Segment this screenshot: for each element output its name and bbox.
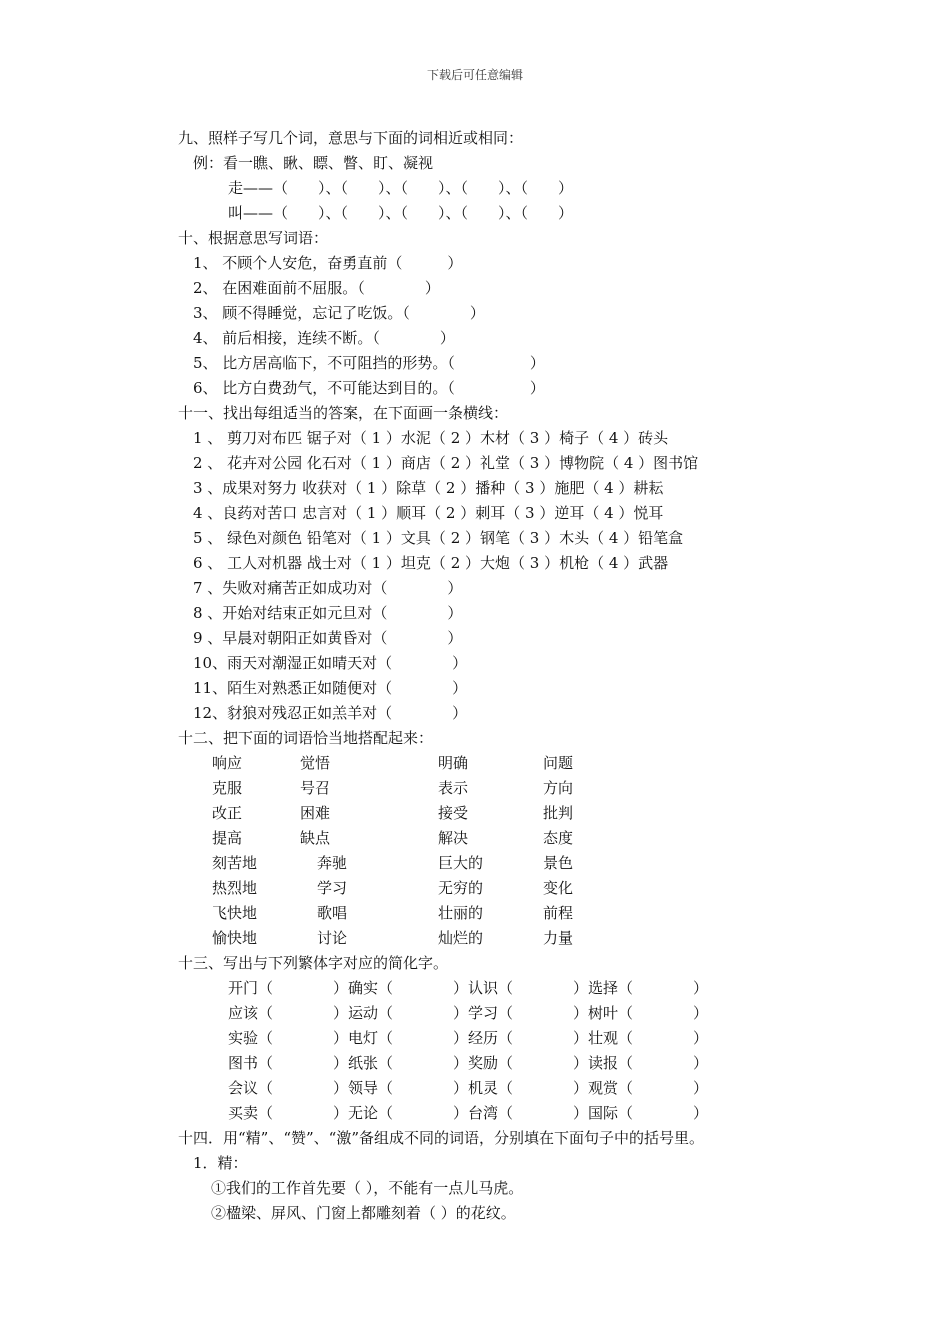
section-11-item: 7 、失败对痛苦正如成功对（ ） [193,579,463,597]
match-row [178,901,878,926]
section-11-item: 4 、良药对苦口 忠言对（ 1 ）顺耳（ 2 ）刺耳（ 3 ）逆耳（ 4 ）悦耳 [193,504,664,522]
section-11-item: 12、豺狼对残忍正如羔羊对（ ） [193,704,468,722]
match-word: 讨论 [317,929,348,947]
section-14-title: 十四．用“精”、“赞”、“激”备组成不同的词语，分别填在下面句子中的括号里。 [178,1129,705,1147]
match-word: 学习 [317,879,348,897]
match-row [178,876,878,901]
section-13-row: 实验（ ）电灯（ ）经历（ ）壮观（ ） [228,1029,709,1047]
section-13-row: 开门（ ）确实（ ）认识（ ）选择（ ） [228,979,709,997]
match-word: 方向 [543,779,574,797]
match-word: 态度 [543,829,574,847]
section-11-item: 9 、早晨对朝阳正如黄昏对（ ） [193,629,463,647]
match-word: 奔驰 [317,854,348,872]
match-word: 景色 [543,854,574,872]
section-13-row: 图书（ ）纸张（ ）奖励（ ）读报（ ） [228,1054,709,1072]
section-9-example: 例：看一瞧、瞅、瞟、瞥、盯、凝视 [193,154,434,172]
section-11-item: 8 、开始对结束正如元旦对（ ） [193,604,463,622]
match-word: 前程 [543,904,574,922]
section-13-title: 十三、写出与下列繁体字对应的简化字。 [178,954,449,972]
section-13-row: 会议（ ）领导（ ）机灵（ ）观赏（ ） [228,1079,709,1097]
match-word: 刻苦地 [212,854,258,872]
section-9-title: 九、照样子写几个词，意思与下面的词相近或相同： [178,129,524,147]
section-11-item: 1 、 剪刀对布匹 锯子对（ 1 ）水泥（ 2 ）木材（ 3 ）椅子（ 4 ）砖头 [193,429,669,447]
match-word: 批判 [543,804,574,822]
section-11-item: 3 、成果对努力 收获对（ 1 ）除草（ 2 ）播种（ 3 ）施肥（ 4 ）耕耘 [193,479,664,497]
match-word: 歌唱 [317,904,348,922]
section-14-item: ①我们的工作首先要（ ），不能有一点儿马虎。 [211,1179,524,1197]
match-word: 巨大的 [438,854,484,872]
section-11-item: 2 、 花卉对公园 化石对（ 1 ）商店（ 2 ）礼堂（ 3 ）博物院（ 4 ）图书馆 [193,454,699,472]
section-10-item: 5、 比方居高临下，不可阻挡的形势。（ ） [193,354,545,372]
worksheet-body [178,126,878,1226]
match-word: 问题 [543,754,574,772]
section-14-sub: 1．精： [193,1154,248,1172]
match-word: 解决 [438,829,469,847]
match-word: 改正 [212,804,243,822]
match-word: 飞快地 [212,904,258,922]
match-row [178,851,878,876]
match-word: 提高 [212,829,243,847]
section-10-item: 2、 在困难面前不屈服。（ ） [193,279,440,297]
section-9-call-row: 叫——（ ）、（ ）、（ ）、（ ）、（ ） [228,204,574,222]
match-row [178,776,878,801]
match-word: 无穷的 [438,879,484,897]
match-word: 力量 [543,929,574,947]
section-11-item: 5 、 绿色对颜色 铅笔对（ 1 ）文具（ 2 ）钢笔（ 3 ）木头（ 4 ）铅笔盒 [193,529,684,547]
match-row [178,751,878,776]
section-10-title: 十、根据意思写词语： [178,229,329,247]
section-13-row: 买卖（ ）无论（ ）台湾（ ）国际（ ） [228,1104,709,1122]
match-word: 困难 [300,804,331,822]
match-word: 觉悟 [300,754,331,772]
section-10-item: 3、 顾不得睡觉，忘记了吃饭。（ ） [193,304,485,322]
page-header: 下载后可任意编辑 [426,68,523,82]
section-11-item: 6 、 工人对机器 战士对（ 1 ）坦克（ 2 ）大炮（ 3 ）机枪（ 4 ）武器 [193,554,669,572]
match-row [178,801,878,826]
section-9-walk-row: 走——（ ）、（ ）、（ ）、（ ）、（ ） [228,179,574,197]
match-word: 响应 [212,754,243,772]
section-10-item: 4、 前后相接，连续不断。（ ） [193,329,455,347]
match-word: 愉快地 [212,929,258,947]
match-row [178,926,878,951]
match-word: 明确 [438,754,469,772]
match-word: 克服 [212,779,243,797]
match-word: 壮丽的 [438,904,484,922]
match-word: 热烈地 [212,879,258,897]
section-11-title: 十一、找出每组适当的答案，在下面画一条横线： [178,404,509,422]
section-12-title: 十二、把下面的词语恰当地搭配起来： [178,729,434,747]
section-10-item: 1、 不顾个人安危，奋勇直前（ ） [193,254,463,272]
match-word: 变化 [543,879,574,897]
section-11-item: 10、雨天对潮湿正如晴天对（ ） [193,654,468,672]
match-word: 表示 [438,779,469,797]
section-14-item: ②楹梁、屏风、门窗上都雕刻着（ ）的花纹。 [211,1204,516,1222]
section-13-row: 应该（ ）运动（ ）学习（ ）树叶（ ） [228,1004,709,1022]
match-word: 缺点 [300,829,331,847]
match-row [178,826,878,851]
match-word: 号召 [300,779,331,797]
section-10-item: 6、 比方白费劲气，不可能达到目的。（ ） [193,379,545,397]
match-word: 灿烂的 [438,929,484,947]
match-word: 接受 [438,804,469,822]
section-11-item: 11、陌生对熟悉正如随便对（ ） [193,679,468,697]
